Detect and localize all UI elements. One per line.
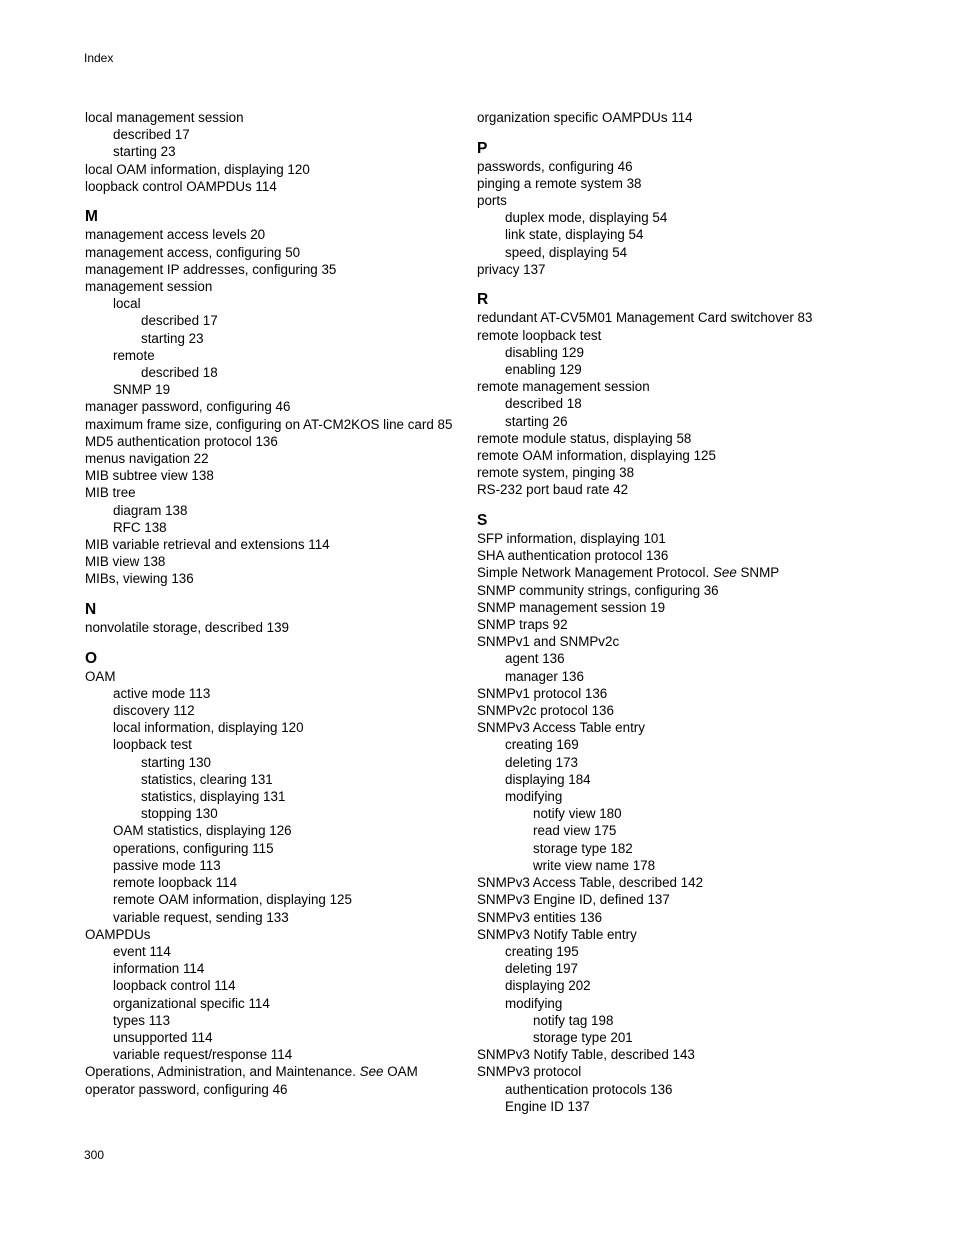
index-subentry: storage type 201 [533,1029,633,1045]
index-subentry: enabling 129 [505,362,582,378]
index-column-left [85,109,465,1098]
index-subentry: described 17 [141,313,218,329]
index-subentry: statistics, clearing 131 [141,771,273,787]
index-entry-text: Simple Network Management Protocol. [477,565,713,581]
index-subentry: loopback test [113,737,192,753]
index-section-letter: M [85,208,98,226]
index-entry: remote OAM information, displaying 125 [477,448,716,464]
index-entry: SNMPv3 Notify Table, described 143 [477,1047,695,1063]
page-number: 300 [84,1148,105,1162]
index-entry: remote loopback test [477,327,602,343]
index-subentry: creating 195 [505,943,579,959]
index-subentry: read view 175 [533,823,617,839]
index-entry: SFP information, displaying 101 [477,531,666,547]
index-subentry: notify tag 198 [533,1012,614,1028]
index-subentry: local information, displaying 120 [113,720,304,736]
running-header: Index [84,51,114,65]
index-entry: SNMPv3 Access Table, described 142 [477,875,704,891]
index-section-letter: O [85,649,98,667]
index-entry: MIB subtree view 138 [85,468,214,484]
index-subentry: link state, displaying 54 [505,227,644,243]
index-subentry: deleting 173 [505,754,578,770]
index-subentry: creating 169 [505,737,579,753]
index-subentry: information 114 [113,961,205,977]
index-subentry: described 18 [505,396,582,412]
index-subentry: organizational specific 114 [113,995,270,1011]
index-entry: menus navigation 22 [85,451,209,467]
index-subentry: RFC 138 [113,519,167,535]
index-entry: SNMP community strings, configuring 36 [477,582,719,598]
index-entry: ports [477,193,507,208]
index-entry: OAMPDUs [85,926,151,942]
index-subentry: starting 26 [505,413,568,429]
index-entry: organization specific OAMPDUs 114 [477,110,693,125]
see-reference: See [359,1064,384,1080]
index-entry: management access levels 20 [85,227,266,243]
index-entry: operator password, configuring 46 [85,1081,288,1097]
index-subentry: OAM statistics, displaying 126 [113,823,292,839]
index-section-letter: P [477,139,488,157]
index-subentry: event 114 [113,943,171,959]
index-subentry: duplex mode, displaying 54 [505,210,668,226]
index-subentry: displaying 184 [505,771,591,787]
index-subentry: storage type 182 [533,840,633,856]
index-subentry: remote OAM information, displaying 125 [113,892,352,908]
index-entry-text: Operations, Administration, and Maintenance. [85,1064,360,1080]
index-entry: manager password, configuring 46 [85,399,291,415]
index-subentry: discovery 112 [113,703,195,719]
index-entry: nonvolatile storage, described 139 [85,620,289,636]
index-section-letter: S [477,512,488,530]
index-subentry: remote loopback 114 [113,875,238,891]
index-column-right [477,109,877,1115]
index-subentry: starting 23 [141,330,204,346]
index-subentry: variable request, sending 133 [113,909,289,925]
index-subentry: described 17 [113,127,190,143]
index-subentry: described 18 [141,365,218,381]
index-entry: SNMP management session 19 [477,599,666,615]
index-subentry: active mode 113 [113,685,211,701]
index-entry: MIB view 138 [85,554,166,570]
index-subentry: Engine ID 137 [505,1098,590,1114]
index-entry: remote system, pinging 38 [477,465,635,481]
index-entry: remote module status, displaying 58 [477,430,692,446]
index-subentry: remote [113,347,155,363]
index-entry: MIB variable retrieval and extensions 114 [85,537,330,553]
index-subentry: write view name 178 [533,857,656,873]
index-subentry: local [113,296,141,312]
see-target: SNMP [736,565,780,581]
index-entry: passwords, configuring 46 [477,158,633,174]
index-entry: SNMPv3 Access Table entry [477,720,645,736]
index-subentry: displaying 202 [505,978,591,994]
index-subentry: speed, displaying 54 [505,244,628,260]
index-section-letter: R [477,291,489,309]
index-subentry: agent 136 [505,651,565,667]
index-subentry: notify view 180 [533,806,622,822]
index-entry: SNMP traps 92 [477,617,568,633]
index-subentry: stopping 130 [141,806,218,822]
index-entry: management IP addresses, configuring 35 [85,261,337,277]
index-entry: remote management session [477,379,650,395]
index-subentry: variable request/response 114 [113,1047,293,1063]
index-entry: local OAM information, displaying 120 [85,161,310,177]
index-subentry: authentication protocols 136 [505,1081,673,1097]
index-subentry: unsupported 114 [113,1029,213,1045]
index-entry: SNMPv3 Notify Table entry [477,926,637,942]
see-target: OAM [383,1064,418,1080]
index-subentry: starting 130 [141,754,211,770]
index-entry: MIBs, viewing 136 [85,571,194,587]
index-entry [85,1063,465,1080]
index-entry: RS-232 port baud rate 42 [477,482,629,498]
index-entry: loopback control OAMPDUs 114 [85,178,277,194]
index-entry: management access, configuring 50 [85,244,301,260]
index-subentry: starting 23 [113,144,176,160]
index-entry: SNMPv1 and SNMPv2c [477,634,620,650]
index-subentry: SNMP 19 [113,382,171,398]
index-entry: local management session [85,110,244,125]
index-entry: MIB tree [85,485,136,501]
index-subentry: types 113 [113,1012,171,1028]
index-subentry: deleting 197 [505,961,578,977]
index-subentry: operations, configuring 115 [113,840,274,856]
index-subentry: passive mode 113 [113,857,221,873]
index-entry: maximum frame size, configuring on AT-CM2KOS line card 85 [85,416,453,432]
index-entry: SNMPv3 entities 136 [477,909,603,925]
see-reference: See [712,565,737,581]
index-entry: MD5 authentication protocol 136 [85,433,278,449]
index-subentry: loopback control 114 [113,978,236,994]
index-subentry: diagram 138 [113,502,188,518]
index-subentry: statistics, displaying 131 [141,789,286,805]
index-entry: pinging a remote system 38 [477,175,642,191]
index-entry: OAM [85,668,116,684]
index-section-letter: N [85,601,97,619]
index-entry [477,564,877,581]
index-entry: management session [85,279,213,295]
index-subentry: disabling 129 [505,344,584,360]
index-entry: SNMPv3 protocol [477,1064,582,1080]
index-entry: SHA authentication protocol 136 [477,548,669,564]
index-entry: SNMPv3 Engine ID, defined 137 [477,892,670,908]
index-subentry: manager 136 [505,668,584,684]
index-entry: privacy 137 [477,261,546,277]
index-entry: SNMPv1 protocol 136 [477,685,608,701]
index-subentry: modifying [505,995,563,1011]
index-subentry: modifying [505,789,563,805]
index-entry: redundant AT-CV5M01 Management Card switchover 83 [477,310,813,326]
index-entry: SNMPv2c protocol 136 [477,703,614,719]
